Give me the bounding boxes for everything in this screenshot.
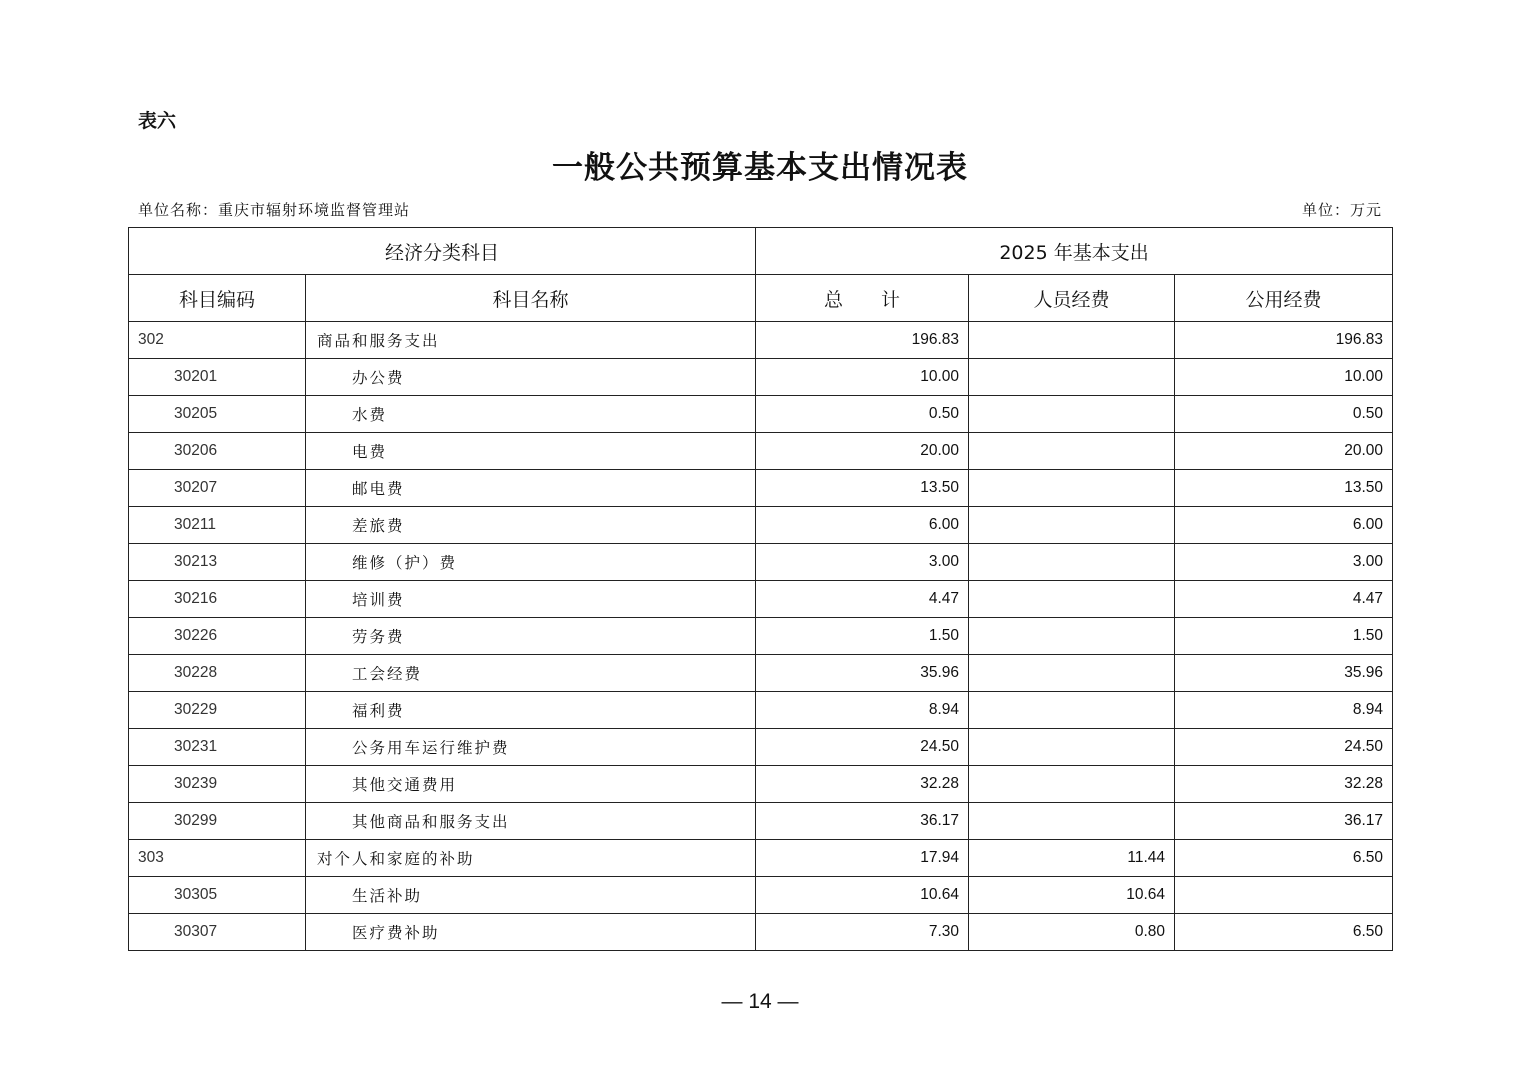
cell-code: 30205: [129, 396, 306, 433]
cell-name: 其他商品和服务支出: [306, 803, 756, 840]
table-row: [129, 581, 1393, 618]
cell-name: 商品和服务支出: [306, 322, 756, 359]
cell-personnel: [969, 396, 1175, 433]
cell-code: 30228: [129, 655, 306, 692]
cell-code: 30216: [129, 581, 306, 618]
cell-public: 13.50: [1175, 470, 1393, 507]
cell-public: 36.17: [1175, 803, 1393, 840]
cell-name: 医疗费补助: [306, 914, 756, 951]
table-row: [129, 914, 1393, 951]
cell-public: 6.50: [1175, 840, 1393, 877]
cell-total: 10.00: [756, 359, 969, 396]
table-label: 表六: [138, 110, 177, 132]
cell-public: 35.96: [1175, 655, 1393, 692]
column-header-row: [129, 275, 1393, 322]
cell-code: 303: [129, 840, 306, 877]
cell-public: 6.00: [1175, 507, 1393, 544]
cell-name: 维修（护）费: [306, 544, 756, 581]
cell-personnel: 0.80: [969, 914, 1175, 951]
table-row: [129, 433, 1393, 470]
cell-public: 196.83: [1175, 322, 1393, 359]
table-row: [129, 544, 1393, 581]
cell-name: 公务用车运行维护费: [306, 729, 756, 766]
cell-code: 30207: [129, 470, 306, 507]
cell-personnel: [969, 433, 1175, 470]
cell-total: 32.28: [756, 766, 969, 803]
table-row: [129, 359, 1393, 396]
table-row: [129, 840, 1393, 877]
page-title: 一般公共预算基本支出情况表: [552, 150, 968, 186]
cell-total: 35.96: [756, 655, 969, 692]
cell-name: 办公费: [306, 359, 756, 396]
cell-personnel: [969, 322, 1175, 359]
cell-code: 30226: [129, 618, 306, 655]
cell-public: 8.94: [1175, 692, 1393, 729]
cell-code: 30229: [129, 692, 306, 729]
cell-code: 30305: [129, 877, 306, 914]
cell-personnel: 11.44: [969, 840, 1175, 877]
group-header-row: [129, 228, 1393, 275]
cell-name: 培训费: [306, 581, 756, 618]
cell-name: 差旅费: [306, 507, 756, 544]
table-row: [129, 766, 1393, 803]
cell-code: 30239: [129, 766, 306, 803]
cell-public: 3.00: [1175, 544, 1393, 581]
cell-public: [1175, 877, 1393, 914]
cell-public: 32.28: [1175, 766, 1393, 803]
cell-name: 其他交通费用: [306, 766, 756, 803]
table-row: [129, 618, 1393, 655]
table-row: [129, 692, 1393, 729]
cell-name: 生活补助: [306, 877, 756, 914]
table-row: [129, 655, 1393, 692]
cell-total: 20.00: [756, 433, 969, 470]
cell-name: 福利费: [306, 692, 756, 729]
cell-code: 30206: [129, 433, 306, 470]
cell-public: 4.47: [1175, 581, 1393, 618]
cell-personnel: [969, 766, 1175, 803]
cell-public: 10.00: [1175, 359, 1393, 396]
cell-code: 30213: [129, 544, 306, 581]
cell-total: 8.94: [756, 692, 969, 729]
cell-name: 对个人和家庭的补助: [306, 840, 756, 877]
header-public: 公用经费: [1175, 275, 1393, 322]
cell-name: 电费: [306, 433, 756, 470]
header-name: 科目名称: [306, 275, 756, 322]
cell-personnel: [969, 618, 1175, 655]
header-budget-year: 2025 年基本支出: [756, 228, 1393, 275]
cell-personnel: [969, 581, 1175, 618]
header-economic-category: 经济分类科目: [129, 228, 756, 275]
cell-name: 水费: [306, 396, 756, 433]
cell-total: 0.50: [756, 396, 969, 433]
cell-total: 4.47: [756, 581, 969, 618]
cell-personnel: [969, 692, 1175, 729]
cell-code: 30231: [129, 729, 306, 766]
unit-measure: 单位：万元: [1301, 201, 1382, 219]
cell-code: 302: [129, 322, 306, 359]
table-row: [129, 470, 1393, 507]
cell-public: 24.50: [1175, 729, 1393, 766]
cell-total: 6.00: [756, 507, 969, 544]
cell-public: 1.50: [1175, 618, 1393, 655]
header-code: 科目编码: [129, 275, 306, 322]
cell-code: 30307: [129, 914, 306, 951]
cell-personnel: [969, 507, 1175, 544]
table-row: [129, 877, 1393, 914]
cell-name: 工会经费: [306, 655, 756, 692]
cell-total: 1.50: [756, 618, 969, 655]
cell-name: 邮电费: [306, 470, 756, 507]
table-body: [129, 322, 1393, 951]
cell-personnel: [969, 655, 1175, 692]
cell-total: 196.83: [756, 322, 969, 359]
cell-total: 10.64: [756, 877, 969, 914]
table-row: [129, 803, 1393, 840]
cell-personnel: [969, 544, 1175, 581]
cell-public: 0.50: [1175, 396, 1393, 433]
cell-code: 30211: [129, 507, 306, 544]
cell-total: 17.94: [756, 840, 969, 877]
table-row: [129, 507, 1393, 544]
unit-name: 单位名称：重庆市辐射环境监督管理站: [138, 201, 411, 219]
cell-name: 劳务费: [306, 618, 756, 655]
table-row: [129, 729, 1393, 766]
header-personnel: 人员经费: [969, 275, 1175, 322]
table-row: [129, 322, 1393, 359]
cell-public: 6.50: [1175, 914, 1393, 951]
cell-total: 24.50: [756, 729, 969, 766]
cell-personnel: [969, 729, 1175, 766]
cell-personnel: [969, 803, 1175, 840]
page-number: — 14 —: [721, 990, 799, 1013]
cell-total: 7.30: [756, 914, 969, 951]
cell-code: 30201: [129, 359, 306, 396]
table-row: [129, 396, 1393, 433]
cell-total: 3.00: [756, 544, 969, 581]
cell-code: 30299: [129, 803, 306, 840]
budget-table: [128, 227, 1393, 951]
cell-personnel: [969, 359, 1175, 396]
cell-total: 36.17: [756, 803, 969, 840]
cell-personnel: 10.64: [969, 877, 1175, 914]
cell-total: 13.50: [756, 470, 969, 507]
cell-public: 20.00: [1175, 433, 1393, 470]
header-total: 总 计: [756, 275, 969, 322]
cell-personnel: [969, 470, 1175, 507]
